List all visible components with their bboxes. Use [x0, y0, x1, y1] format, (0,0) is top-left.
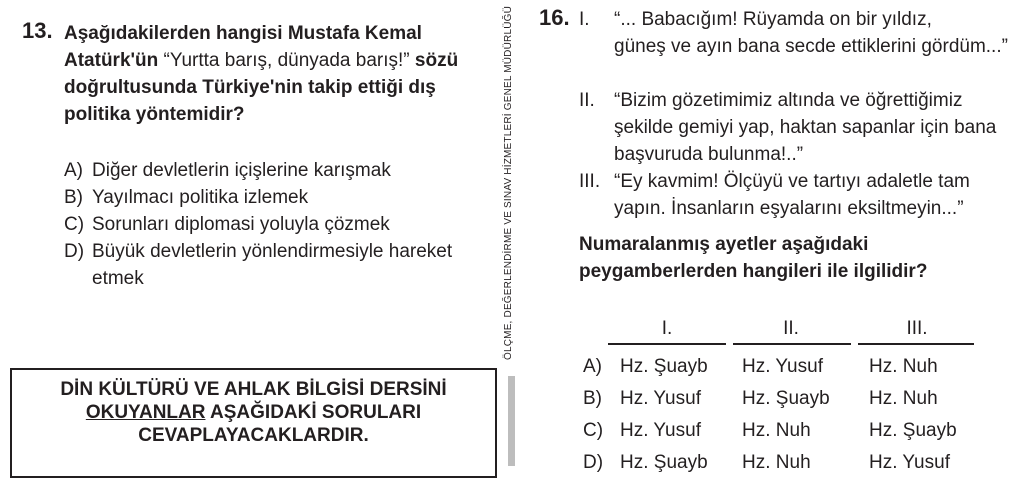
table-cell: Hz. Şuayb [620, 452, 708, 473]
table-cell: Hz. Yusuf [620, 420, 701, 441]
notice-underlined-word: OKUYANLAR [85, 402, 206, 423]
header-underline-1 [608, 343, 726, 345]
table-cell: Hz. Yusuf [620, 388, 701, 409]
question-13-number: 13. [22, 18, 53, 43]
question-16-option-b[interactable] [583, 388, 1013, 420]
notice-line-2-rest: AŞAĞIDAKİ SORULARI [205, 402, 422, 423]
option-letter: C) [583, 420, 604, 441]
notice-line-3: CEVAPLAYACAKLARDIR. [138, 425, 369, 446]
question-13-option-d[interactable] [64, 238, 494, 292]
table-cell: Hz. Şuayb [620, 356, 708, 377]
option-letter: B) [583, 388, 602, 409]
table-cell: Hz. Nuh [869, 356, 938, 377]
header-underline-3 [858, 343, 974, 345]
notice-line-2 [10, 401, 497, 424]
table-header-2: II. [783, 318, 799, 339]
verse-text-line1: “Bizim gözetimimiz altında ve öğrettiğimiz [614, 90, 963, 111]
verse-text-rest: güneş ve ayın bana secde ettiklerini gördüm...” [614, 36, 1008, 57]
table-cell: Hz. Şuayb [742, 388, 830, 409]
table-cell: Hz. Nuh [742, 452, 811, 473]
question-16-prompt: Numaralanmış ayetler aşağıdaki peygamberlerden hangileri ile ilgilidir? [579, 234, 928, 282]
option-letter: A) [64, 160, 83, 181]
question-13-option-b[interactable] [64, 184, 494, 211]
verse-numeral: I. [579, 9, 590, 30]
option-text-continuation: etmek [92, 268, 144, 289]
notice-line-1: DİN KÜLTÜRÜ VE AHLAK BİLGİSİ DERSİNİ [60, 379, 447, 400]
option-letter: A) [583, 356, 602, 377]
option-letter: D) [64, 241, 85, 262]
verse-item-2 [579, 87, 1009, 168]
question-16-option-c[interactable] [583, 420, 1013, 452]
option-text: Diğer devletlerin içişlerine karışmak [92, 160, 391, 181]
verse-item-3 [579, 168, 1009, 222]
verse-numeral: III. [579, 171, 601, 192]
side-grey-bar [508, 376, 515, 466]
verse-text-line1: “... Babacığım! Rüyamda on bir yıldız, [614, 9, 932, 30]
verse-numeral: II. [579, 90, 595, 111]
option-text: Büyük devletlerin yönlendirmesiyle hareket [92, 241, 453, 262]
notice-text [10, 378, 497, 447]
question-13-stem-bold-part2: sözü doğrultusunda Türkiye'nin takip ettiği dış politika yöntemidir? [64, 50, 459, 125]
question-16-option-a[interactable] [583, 356, 1013, 388]
question-13-stem-quote: “Yurtta barış, dünyada barış!” [158, 50, 415, 71]
table-cell: Hz. Nuh [869, 388, 938, 409]
verse-text-line1: “Ey kavmim! Ölçüyü ve tartıyı adaletle tam [614, 171, 970, 192]
table-header-3: III. [906, 318, 928, 339]
question-13-stem [64, 20, 504, 128]
verse-text-rest: şekilde gemiyi yap, haktan sapanlar için bana başvuruda bulunma!..” [614, 117, 997, 165]
option-letter: B) [64, 187, 83, 208]
table-cell: Hz. Nuh [742, 420, 811, 441]
question-13-option-c[interactable] [64, 211, 494, 238]
question-16-number: 16. [539, 5, 570, 30]
table-cell: Hz. Yusuf [742, 356, 823, 377]
table-cell: Hz. Şuayb [869, 420, 957, 441]
option-letter: C) [64, 214, 85, 235]
table-cell: Hz. Yusuf [869, 452, 950, 473]
publisher-side-strip: ÖLÇME, DEĞERLENDİRME VE SINAV HİZMETLERİ GENEL MÜDÜRLÜĞÜ [503, 5, 514, 360]
question-13-stem-bold-part1: Aşağıdakilerden hangisi Mustafa Kemal Atatürk'ün [64, 23, 422, 71]
header-underline-2 [733, 343, 851, 345]
question-13-option-a[interactable] [64, 157, 494, 184]
option-text: Sorunları diplomasi yoluyla çözmek [92, 214, 390, 235]
option-letter: D) [583, 452, 604, 473]
verse-text-rest: yapın. İnsanların eşyalarını eksiltmeyin...” [614, 198, 964, 219]
question-16-option-d[interactable] [583, 452, 1013, 484]
table-header-1: I. [661, 318, 673, 339]
option-text: Yayılmacı politika izlemek [92, 187, 309, 208]
verse-item-1 [579, 6, 1009, 60]
